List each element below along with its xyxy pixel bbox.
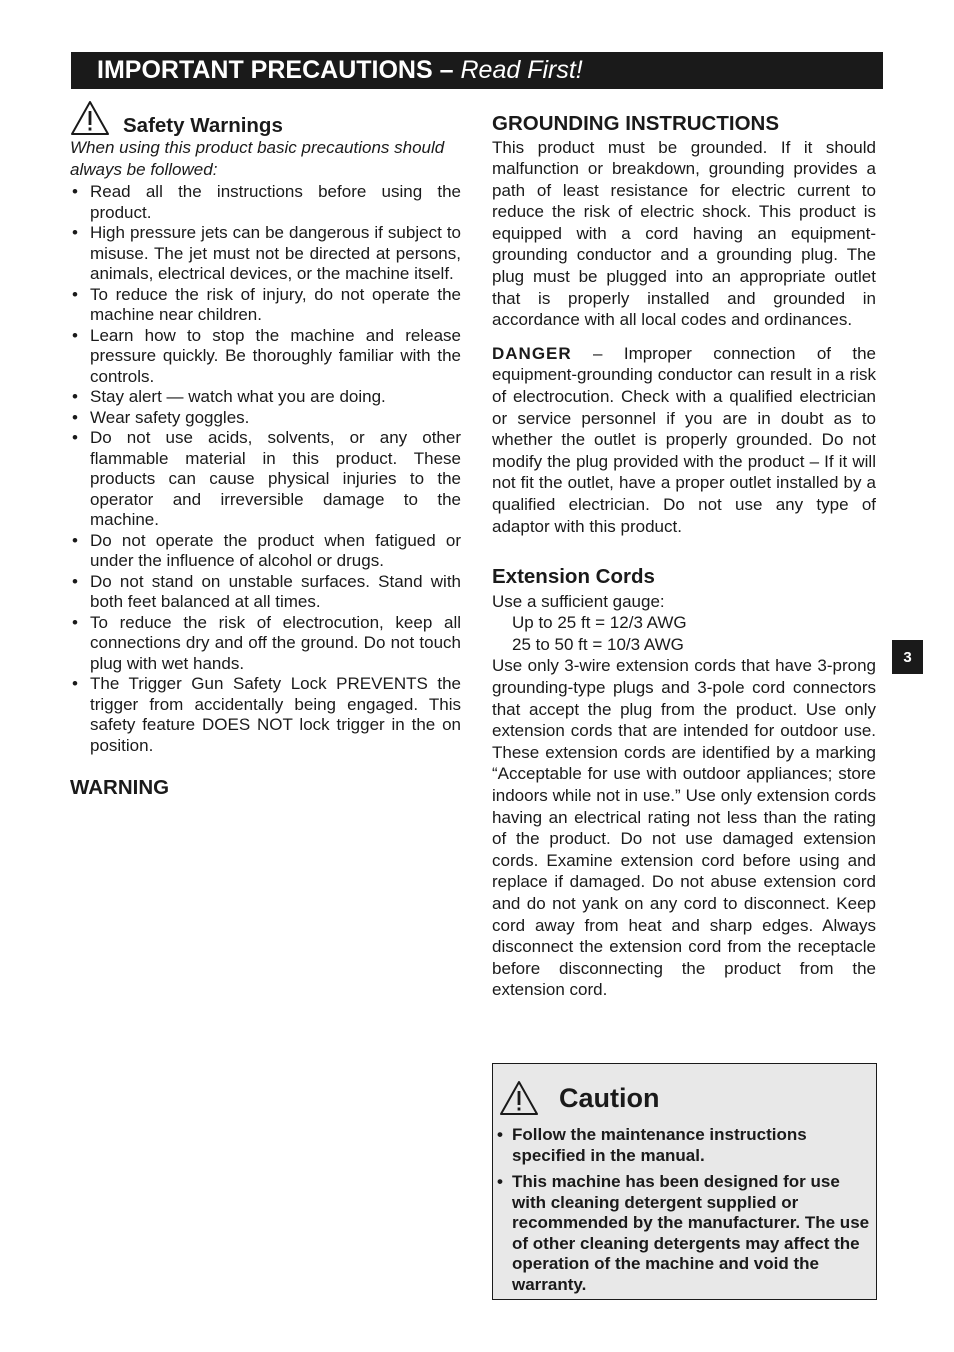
page-number-tab: 3 <box>892 640 923 674</box>
warning-triangle-icon <box>499 1080 539 1116</box>
list-item: • To reduce the risk of injury, do not operate the machine near children. <box>70 285 461 326</box>
gauge-line-2: 25 to 50 ft = 10/3 AWG <box>512 634 684 654</box>
caution-title: Caution <box>559 1082 660 1113</box>
safety-warnings-header <box>70 100 461 136</box>
list-item: • Stay alert — watch what you are doing. <box>70 387 461 408</box>
grounding-paragraph: This product must be grounded. If it should malfunction or breakdown, grounding provides a path of least resistance for electric current to reduce the risk of electric shock. This product is equipped with a cord having an equipment-grounding conductor and a grounding plug. The plug must be plugged into an appropriate outlet that is properly installed and grounded in accordance with all local codes and ordinances. <box>492 137 876 330</box>
caution-list <box>497 1125 870 1295</box>
list-item: • Follow the maintenance instructions specified in the manual. <box>497 1125 870 1166</box>
gauge-line-1: Up to 25 ft = 12/3 AWG <box>512 613 687 633</box>
caution-header <box>499 1080 870 1116</box>
danger-label: DANGER <box>492 343 572 363</box>
danger-paragraph <box>492 343 876 537</box>
safety-intro: When using this product basic precautions should always be followed: <box>70 138 445 179</box>
safety-warnings-heading: Safety Warnings <box>123 113 283 137</box>
list-item: • High pressure jets can be dangerous if subject to misuse. The jet must not be directed at persons, animals, electrical devices, or the machine itself. <box>70 223 461 285</box>
extension-paragraph: Use only 3-wire extension cords that have 3-prong grounding-type plugs and 3-pole cord connectors that accept the plug from the product. Use only extension cords that are intended for outdoor use. These extension cords are identified by a marking “Acceptable for use with outdoor appliances; store indoors while not in use.” Use only extension cords having an electrical rating not less than the rating of the product. Do not use damaged extension cords. Examine extension cord before using and replace if damaged. Do not abuse extension cord and do not yank on any cord to disconnect. Keep cord away from heat and sharp edges. Always disconnect the extension cord from the receptacle before disconnecting the product from the extension cord. <box>492 656 876 1000</box>
list-item: • This machine has been designed for use with cleaning detergent supplied or recommended by the manufacturer. The use of other cleaning detergents may affect the operation of the machine and void the warranty. <box>497 1172 870 1295</box>
list-item: • Learn how to stop the machine and release pressure quickly. Be thoroughly familiar with the controls. <box>70 326 461 388</box>
list-item: • Read all the instructions before using the product. <box>70 182 461 223</box>
list-item: • To reduce the risk of electrocution, keep all connections dry and off the ground. Do not touch plug with wet hands. <box>70 613 461 675</box>
caution-box <box>492 1063 877 1300</box>
page-title-emphasis: Read First! <box>460 56 583 84</box>
right-column <box>492 114 876 1001</box>
warning-triangle-icon <box>70 100 110 136</box>
safety-bullet-list <box>70 182 461 756</box>
list-item: • Do not use acids, solvents, or any other flammable material in this product. These products can cause physical injuries to the operator and irreversible damage to the machine. <box>70 428 461 531</box>
grounding-heading: GROUNDING INSTRUCTIONS <box>492 112 779 135</box>
left-column <box>70 100 461 799</box>
gauge-intro: Use a sufficient gauge: <box>492 591 665 611</box>
page-title-bar <box>71 52 883 89</box>
list-item: • The Trigger Gun Safety Lock PREVENTS the trigger from accidentally being engaged. This safety feature DOES NOT lock trigger in the on position. <box>70 674 461 756</box>
warning-heading: WARNING <box>70 776 170 799</box>
page-title: IMPORTANT PRECAUTIONS – <box>97 56 454 84</box>
danger-text: – Improper connection of the equipment-grounding conductor can result in a risk of electrocution. Check with a qualified electrician or service personnel if you are in doubt as to whether the outlet is properly grounded. Do not modify the plug provided with the product – If it will not fit the outlet, have a proper outlet installed by a qualified electrician. Do not use any type of adaptor with this product. <box>492 343 876 536</box>
list-item: • Wear safety goggles. <box>70 408 461 429</box>
list-item: • Do not stand on unstable surfaces. Stand with both feet balanced at all times. <box>70 572 461 613</box>
list-item: • Do not operate the product when fatigued or under the influence of alcohol or drugs. <box>70 531 461 572</box>
extension-cords-heading: Extension Cords <box>492 565 655 589</box>
